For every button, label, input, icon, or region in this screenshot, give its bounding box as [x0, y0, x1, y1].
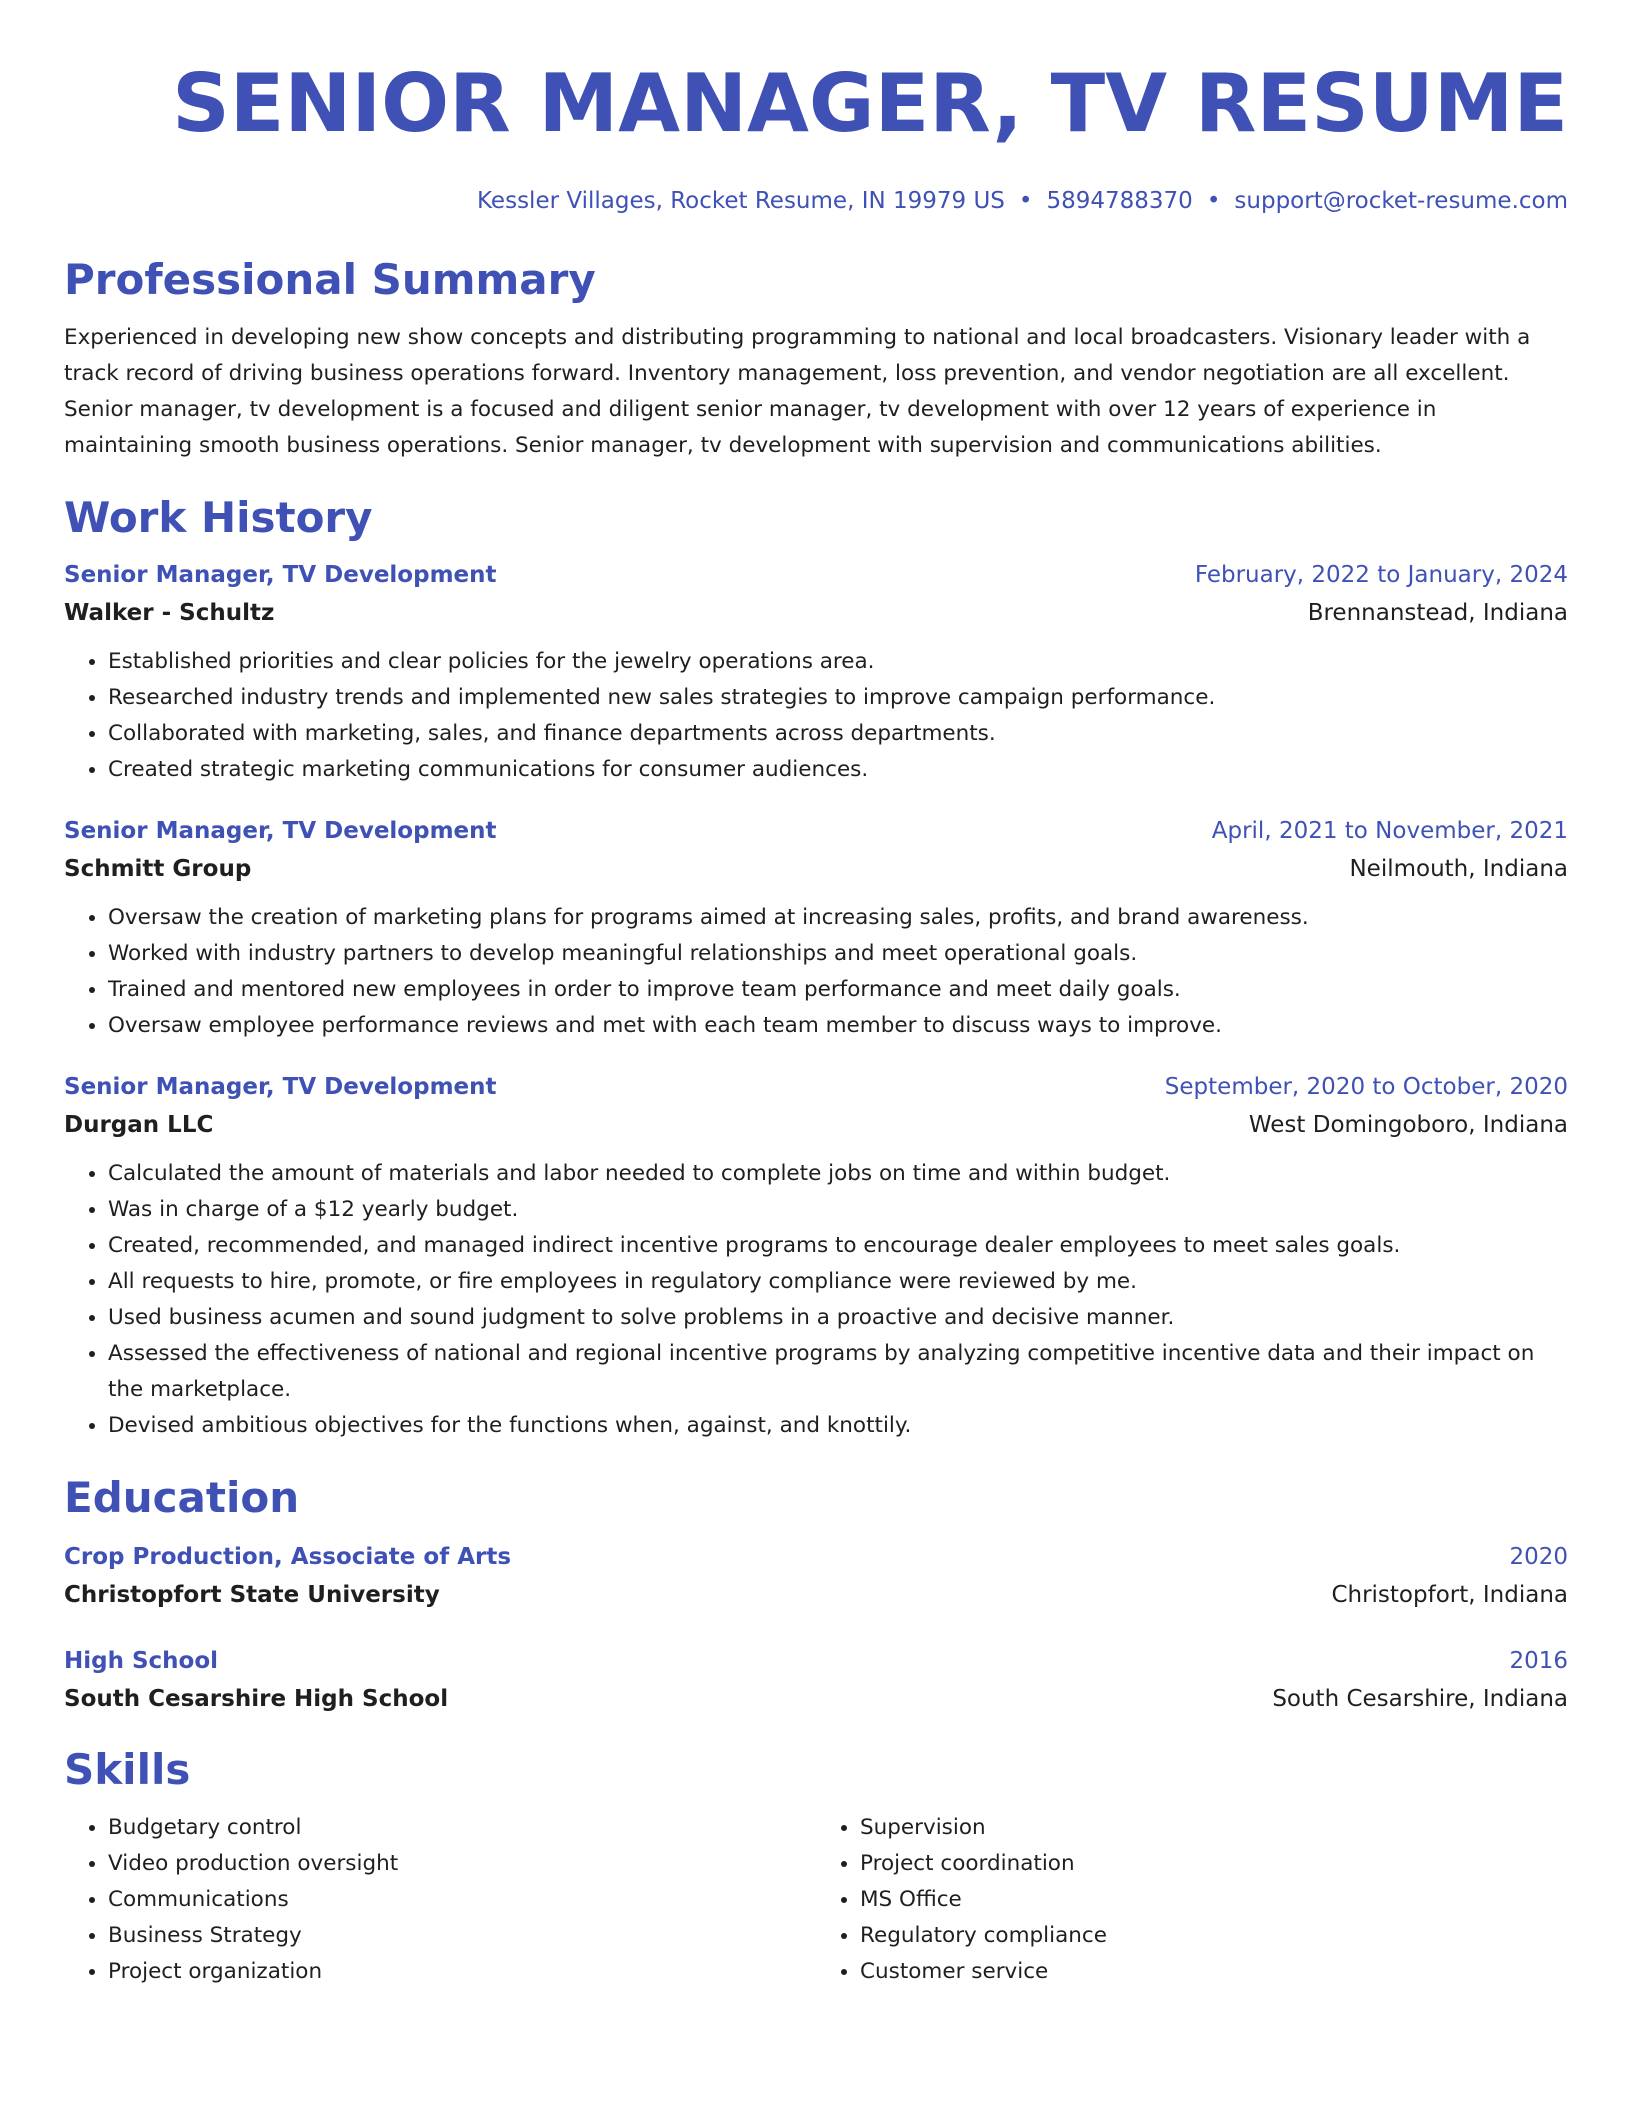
skill-item: • Customer service: [860, 1954, 1568, 1990]
education-entry: [64, 1538, 1568, 1614]
job-bullet: • Used business acumen and sound judgment to solve problems in a proactive and decisive manner.: [108, 1300, 1568, 1336]
skill-item: • Communications: [108, 1882, 816, 1918]
job-location: West Domingoboro, Indiana: [1248, 1112, 1568, 1138]
contact-line: [64, 186, 1568, 216]
job-title: Senior Manager, TV Development: [64, 818, 497, 844]
education-heading: Education: [64, 1473, 300, 1522]
job-bullet: • Worked with industry partners to develop meaningful relationships and meet operational goals.: [108, 936, 1568, 972]
job-entry: [64, 812, 1568, 1044]
job-company: Schmitt Group: [64, 856, 252, 882]
education-year: 2016: [1509, 1648, 1568, 1674]
skills-list: [64, 1810, 1568, 1990]
skill-item: • Budgetary control: [108, 1810, 816, 1846]
job-bullet: • Established priorities and clear policies for the jewelry operations area.: [108, 644, 1568, 680]
skill-item: • Business Strategy: [108, 1918, 816, 1954]
job-bullet: • Oversaw employee performance reviews and met with each team member to discuss ways to improve.: [108, 1008, 1568, 1044]
job-dates: February, 2022 to January, 2024: [1194, 562, 1568, 588]
skills-column-right: [816, 1810, 1568, 1990]
education-degree: Crop Production, Associate of Arts: [64, 1544, 512, 1570]
contact-address: Kessler Villages, Rocket Resume, IN 19979 US: [477, 188, 1005, 214]
job-company: Walker - Schultz: [64, 600, 275, 626]
education-year: 2020: [1509, 1544, 1568, 1570]
job-location: Neilmouth, Indiana: [1349, 856, 1568, 882]
job-bullet: • Trained and mentored new employees in order to improve team performance and meet daily goals.: [108, 972, 1568, 1008]
job-bullet: • Created strategic marketing communications for consumer audiences.: [108, 752, 1568, 788]
job-dates: September, 2020 to October, 2020: [1164, 1074, 1568, 1100]
contact-phone: 5894788370: [1046, 188, 1193, 214]
job-bullet: • Was in charge of a $12 yearly budget.: [108, 1192, 1568, 1228]
resume-name: SENIOR MANAGER, TV RESUME: [172, 57, 1568, 150]
job-entry: [64, 556, 1568, 788]
job-location: Brennanstead, Indiana: [1307, 600, 1568, 626]
job-bullet: • Calculated the amount of materials and labor needed to complete jobs on time and within budget.: [108, 1156, 1568, 1192]
education-school: South Cesarshire High School: [64, 1686, 449, 1712]
education-school: Christopfort State University: [64, 1582, 440, 1608]
skills-heading: Skills: [64, 1745, 191, 1794]
job-bullet: • All requests to hire, promote, or fire employees in regulatory compliance were reviewed by me.: [108, 1264, 1568, 1300]
job-dates: April, 2021 to November, 2021: [1211, 818, 1568, 844]
job-title: Senior Manager, TV Development: [64, 562, 497, 588]
contact-separator: •: [1018, 188, 1033, 214]
job-bullet: • Created, recommended, and managed indirect incentive programs to encourage dealer employees to meet sales goals.: [108, 1228, 1568, 1264]
job-bullet: • Researched industry trends and implemented new sales strategies to improve campaign performance.: [108, 680, 1568, 716]
skill-item: • Video production oversight: [108, 1846, 816, 1882]
work-history-heading: Work History: [64, 493, 373, 542]
job-bullets: [64, 1156, 1568, 1444]
skill-item: • Project organization: [108, 1954, 816, 1990]
contact-separator: •: [1206, 188, 1221, 214]
education-entry: [64, 1642, 1568, 1718]
job-entry: [64, 1068, 1568, 1444]
education-location: South Cesarshire, Indiana: [1272, 1686, 1568, 1712]
job-bullet: • Oversaw the creation of marketing plans for programs aimed at increasing sales, profits, and brand awareness.: [108, 900, 1568, 936]
contact-email: support@rocket-resume.com: [1234, 188, 1568, 214]
summary-heading: Professional Summary: [64, 255, 596, 304]
job-title: Senior Manager, TV Development: [64, 1074, 497, 1100]
job-bullets: [64, 900, 1568, 1044]
skill-item: • Supervision: [860, 1810, 1568, 1846]
job-bullet: • Assessed the effectiveness of national and regional incentive programs by analyzing competitive incentive data and their impact on the marketplace.: [108, 1336, 1568, 1408]
summary-text: Experienced in developing new show concepts and distributing programming to national and local broadcasters. Visionary leader with a track record of driving business operations forward. Inventory management, loss prevention, and vendor negotiation are all excellent. Senior manager, tv development is a focused and diligent senior manager, tv development with over 12 years of experience in maintaining smooth business operations. Senior manager, tv development with supervision and communications abilities.: [64, 325, 1531, 458]
job-bullet: • Devised ambitious objectives for the functions when, against, and knottily.: [108, 1408, 1568, 1444]
education-degree: High School: [64, 1648, 219, 1674]
job-bullets: [64, 644, 1568, 788]
job-bullet: • Collaborated with marketing, sales, and finance departments across departments.: [108, 716, 1568, 752]
job-company: Durgan LLC: [64, 1112, 214, 1138]
skills-column-left: [64, 1810, 816, 1990]
skill-item: • Regulatory compliance: [860, 1918, 1568, 1954]
education-location: Christopfort, Indiana: [1331, 1582, 1568, 1608]
skill-item: • MS Office: [860, 1882, 1568, 1918]
resume-header: [64, 56, 1568, 216]
skill-item: • Project coordination: [860, 1846, 1568, 1882]
